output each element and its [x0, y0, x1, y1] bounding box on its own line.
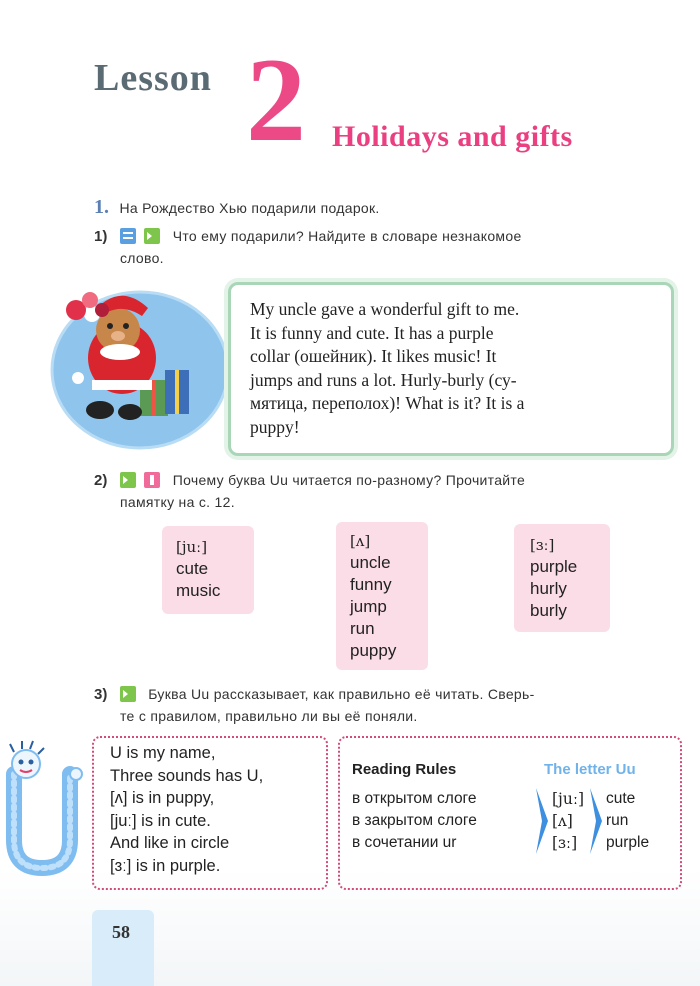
poem-line: [ʌ] is in puppy,: [110, 789, 215, 807]
task1-sub1-line2: слово.: [120, 250, 164, 266]
poem-line: Three sounds has U,: [110, 766, 264, 785]
lesson-title: Holidays and gifts: [332, 120, 573, 153]
rule-sound: [ʌ]: [552, 812, 573, 830]
task3-line1: Буква Uu рассказывает, как правильно её читать. Сверь-: [148, 686, 535, 702]
task2-number: 2): [94, 472, 108, 489]
lesson-number: 2: [246, 33, 306, 166]
letter-u-character: [0, 740, 90, 880]
rule-context: в закрытом слоге: [352, 812, 477, 829]
story-line: It is funny and cute. It has a purple: [250, 322, 494, 343]
audio-icon: [144, 228, 160, 244]
sound-word: jump: [350, 597, 387, 616]
sound-card: [336, 522, 428, 670]
rule-example: run: [606, 812, 629, 829]
rules-title: Reading Rules: [352, 761, 457, 778]
lesson-word: Lesson: [94, 57, 212, 99]
sound-symbol: [ɜː]: [530, 536, 555, 554]
sound-word: purple: [530, 557, 578, 576]
story-line: My uncle gave a wonderful gift to me.: [250, 299, 520, 319]
task1-intro: На Рождество Хью подарили подарок.: [119, 200, 380, 216]
sound-word: music: [176, 581, 221, 600]
story-line: мятица, переполох)! What is it? It is a: [250, 393, 525, 413]
task1-sub1: [94, 228, 522, 246]
poem-line: [ɜː] is in purple.: [110, 856, 221, 875]
rule-context: в открытом слоге: [352, 790, 477, 807]
task3-line2: те с правилом, правильно ли вы её поняли.: [120, 708, 418, 724]
task1-number: 1.: [94, 196, 109, 218]
task1-sub1-number: 1): [94, 228, 108, 245]
story-line: collar (ошейник). It likes music! It: [250, 346, 497, 366]
task3-header: [94, 686, 535, 704]
memo-icon: [144, 472, 160, 488]
poem-line: [juː] is in cute.: [110, 811, 211, 830]
task3-number: 3): [94, 686, 108, 703]
poem-text: [110, 742, 263, 877]
rule-example: purple: [606, 834, 650, 851]
poem-line: U is my name,: [110, 744, 216, 762]
story-line: puppy!: [250, 416, 300, 437]
story-line: jumps and runs a lot. Hurly-burly (су-: [250, 369, 517, 390]
rule-example: cute: [606, 790, 636, 807]
sound-word: uncle: [350, 553, 391, 572]
sound-word: burly: [530, 601, 567, 620]
rules-subtitle: The letter Uu: [544, 761, 636, 778]
audio-icon: [120, 686, 136, 702]
poem-line: And like in circle: [110, 834, 230, 852]
bracket-arrow-icon: [588, 788, 604, 854]
rule-context: в сочетании ur: [352, 834, 457, 851]
sound-card: [162, 526, 254, 614]
sound-word: hurly: [530, 579, 567, 598]
task2-header: [94, 472, 525, 490]
task2-line2: памятку на с. 12.: [120, 494, 235, 510]
sound-symbol: [ʌ]: [350, 532, 371, 550]
sound-symbol: [juː]: [176, 538, 208, 556]
sound-word: funny: [350, 575, 392, 594]
sound-word: puppy: [350, 641, 397, 660]
rule-sound: [ɜː]: [552, 834, 578, 852]
book-icon: [120, 228, 136, 244]
santa-bear-illustration: [30, 270, 230, 460]
task1-header: [94, 196, 380, 219]
sound-card: [514, 524, 610, 632]
story-text: [250, 298, 668, 439]
page-number: 58: [112, 922, 130, 942]
task2-line1: Почему буква Uu читается по-разному? Прочитайте: [172, 472, 526, 488]
bracket-arrow-icon: [534, 788, 550, 854]
sound-word: run: [350, 619, 375, 638]
task1-sub1-line1: Что ему подарили? Найдите в словаре незнакомое: [172, 228, 522, 244]
rule-sound: [juː]: [552, 790, 585, 808]
sound-word: cute: [176, 559, 209, 578]
audio-icon: [120, 472, 136, 488]
